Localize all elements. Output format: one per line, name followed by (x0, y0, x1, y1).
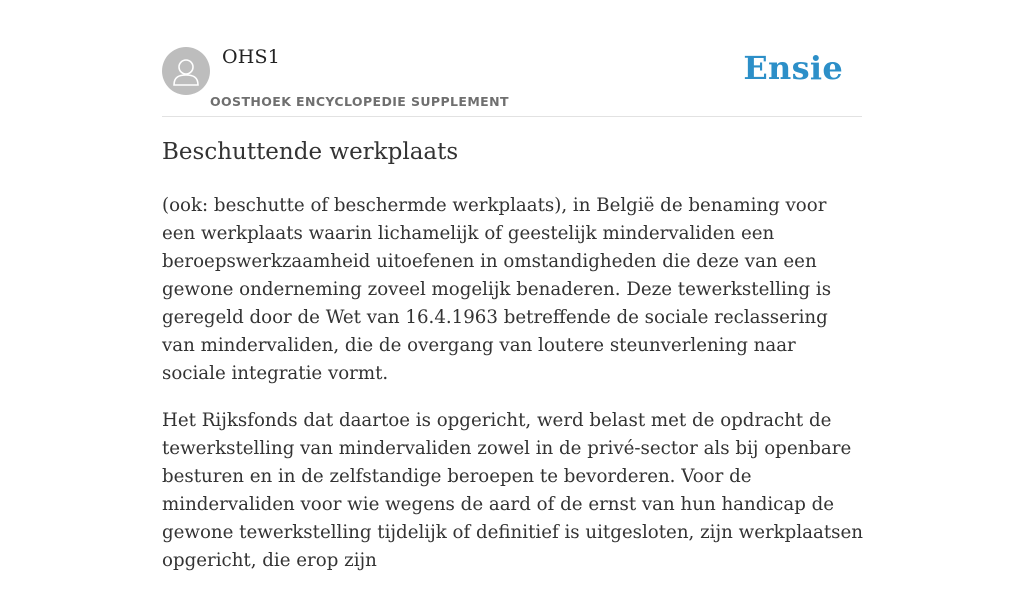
article-title: Beschuttende werkplaats (162, 139, 459, 165)
avatar[interactable] (162, 47, 210, 95)
article-paragraph: Het Rijksfonds dat daartoe is opgericht, werd belast met de opdracht de tewerkstelling van mindervaliden zowel in de privé-sector als bij openbare besturen en in de zelfstandige beroepen te bevorderen. Voor de mindervaliden voor wie wegens de aard of de ernst van hun handicap de gewone tewerkstelling tijdelijk of definitief is uitgesloten, zijn werkplaatsen opgericht, die erop zijn (162, 410, 863, 571)
header (162, 40, 862, 117)
source-label[interactable]: OOSTHOEK ENCYCLOPEDIE SUPPLEMENT (210, 94, 509, 109)
article-paragraph: (ook: beschutte of beschermde werkplaats), in België de benaming voor een werkplaats waarin lichamelijk of geestelijk mindervaliden een beroepswerkzaamheid uitoefenen in omstandigheden die deze van een gewone onderneming zoveel mogelijk benaderen. Deze tewerkstelling is geregeld door de Wet van 16.4.1963 betreffende de sociale reclassering van mindervaliden, die de overgang van loutere steunverlening naar sociale integratie vormt. (162, 195, 832, 384)
user-icon (162, 47, 210, 95)
article-body (162, 192, 864, 594)
author-name[interactable]: OHS1 (222, 46, 281, 68)
ensie-logo[interactable]: Ensie (743, 49, 843, 87)
